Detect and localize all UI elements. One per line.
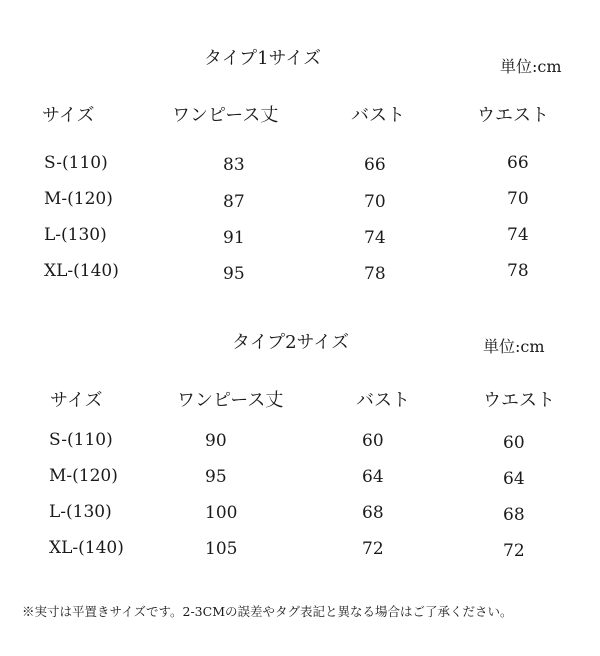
table1-row4-waist: 78: [507, 261, 529, 281]
table1-row3-bust: 74: [364, 228, 386, 248]
table1-row4-bust: 78: [364, 264, 386, 284]
table2-row4-length: 105: [205, 539, 238, 559]
table2-row4-waist: 72: [503, 541, 525, 561]
table2-row3-size: L-(130): [49, 502, 112, 522]
table1-row1-waist: 66: [507, 153, 529, 173]
table2-header-size: サイズ: [50, 390, 103, 411]
table2-header-bust: バスト: [356, 390, 410, 411]
table1-title: タイプ1サイズ: [204, 48, 322, 69]
table1-header-bust: バスト: [351, 105, 405, 126]
table1-row1-bust: 66: [364, 155, 386, 175]
table1-row2-waist: 70: [507, 189, 529, 209]
table2-header-waist: ウエスト: [483, 390, 555, 411]
table1-row2-bust: 70: [364, 192, 386, 212]
table1-row4-length: 95: [223, 264, 245, 284]
table2-title: タイプ2サイズ: [232, 332, 350, 353]
table1-header-size: サイズ: [42, 105, 95, 126]
table2-row1-length: 90: [205, 431, 227, 451]
table1-row3-waist: 74: [507, 225, 529, 245]
table1-row3-length: 91: [223, 228, 245, 248]
table1-header-length: ワンピース丈: [172, 105, 279, 126]
table1-unit: 単位:cm: [500, 57, 562, 76]
footnote: ※実寸は平置きサイズです。2-3CMの誤差やタグ表記と異なる場合はご了承ください。: [22, 604, 513, 619]
table2-row3-waist: 68: [503, 505, 525, 525]
table2-row1-waist: 60: [503, 433, 525, 453]
table1-row2-size: M-(120): [44, 189, 113, 209]
table2-row1-bust: 60: [362, 431, 384, 451]
table2-row4-bust: 72: [362, 539, 384, 559]
table1-row2-length: 87: [223, 192, 245, 212]
table2-row3-length: 100: [205, 503, 238, 523]
table2-row2-waist: 64: [503, 469, 525, 489]
table1-row3-size: L-(130): [44, 225, 107, 245]
table2-row2-bust: 64: [362, 467, 384, 487]
table1-row1-length: 83: [223, 155, 245, 175]
table2-header-length: ワンピース丈: [177, 390, 284, 411]
table1-row1-size: S-(110): [44, 153, 108, 173]
table1-row4-size: XL-(140): [44, 261, 119, 281]
table2-row3-bust: 68: [362, 503, 384, 523]
table1-header-waist: ウエスト: [477, 105, 549, 126]
table2-unit: 単位:cm: [483, 337, 545, 356]
table2-row1-size: S-(110): [49, 430, 113, 450]
table2-row4-size: XL-(140): [49, 538, 124, 558]
table2-row2-length: 95: [205, 467, 227, 487]
table2-row2-size: M-(120): [49, 466, 118, 486]
